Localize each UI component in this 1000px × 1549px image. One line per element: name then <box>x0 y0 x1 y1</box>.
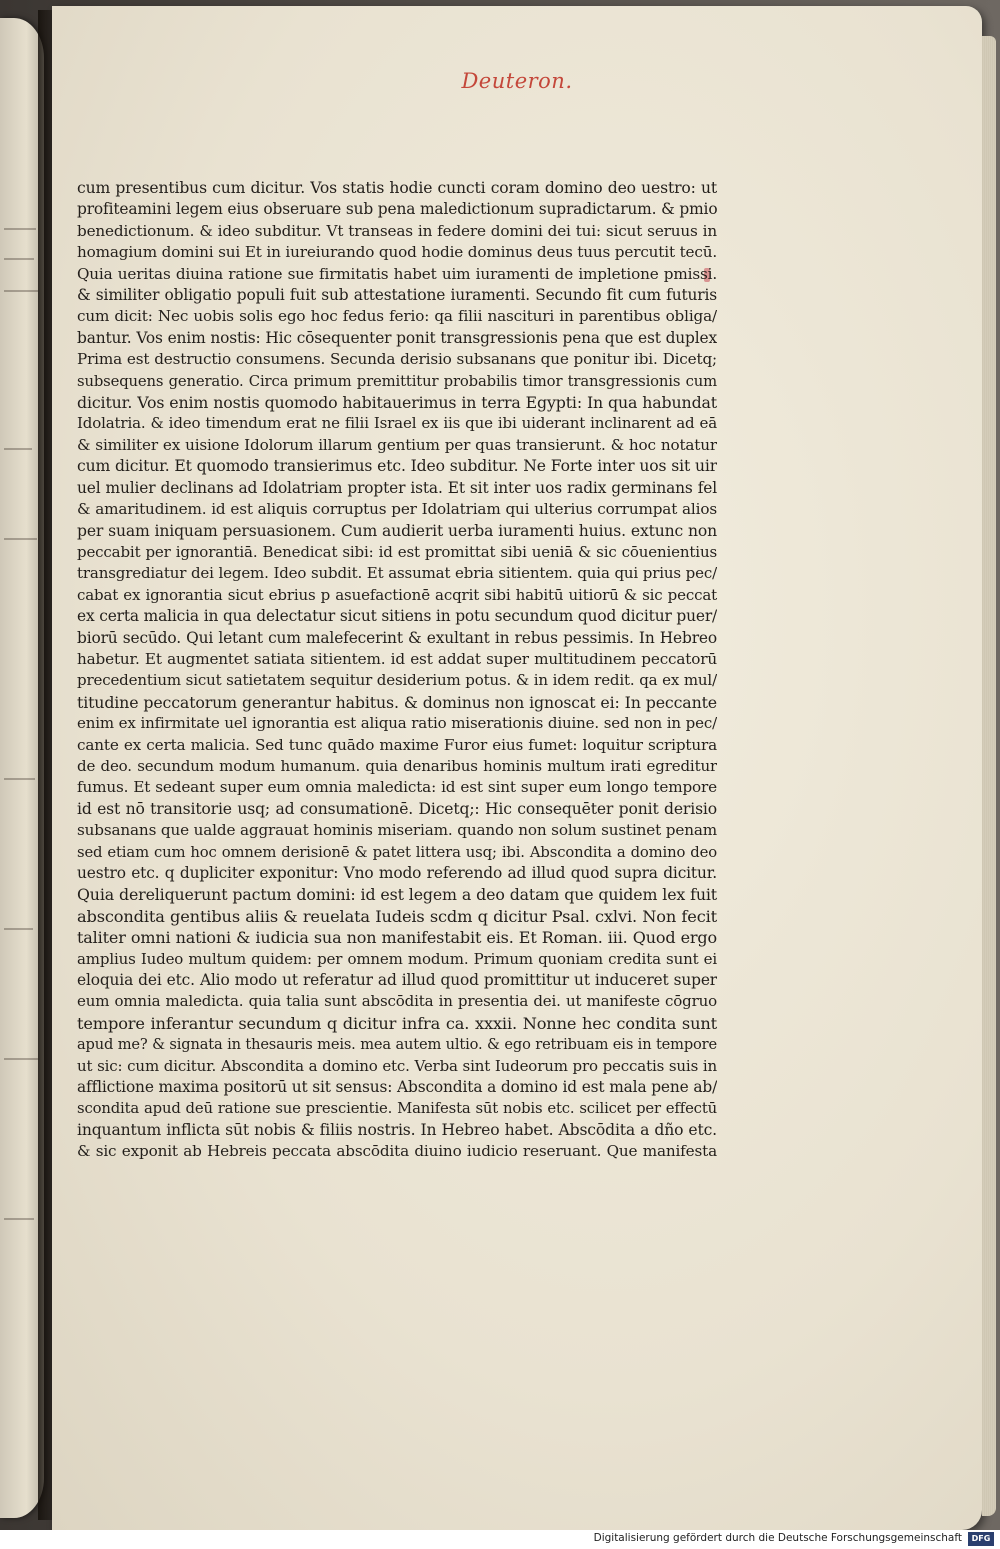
text-line: subsanans que ualde aggrauat hominis miseriam. quando non solum sustinet penam <box>77 821 717 840</box>
text-line: & similiter obligatio populi fuit sub attestatione iuramenti. Secundo fit cum futuris <box>77 286 717 305</box>
text-line: habetur. Et augmentet satiata sitientem. id est addat super multitudinem peccatorū <box>77 649 717 668</box>
text-line: Idolatria. & ideo timendum erat ne filii Israel ex iis que ibi uiderant inclinarent ad eā <box>77 414 717 433</box>
text-line: id est nō transitorie usq; ad consumationē. Dicetq;: Hic consequēter ponit derisio <box>77 799 717 818</box>
text-line: ex certa malicia in qua delectatur sicut sitiens in potu secundum quod dicitur puer/ <box>77 607 717 626</box>
text-line: apud me? & signata in thesauris meis. mea autem ultio. & ego retribuam eis in tempore <box>77 1036 717 1054</box>
text-line: & sic exponit ab Hebreis peccata abscōdita diuino iudicio reseruant. Que manifesta <box>77 1142 717 1161</box>
text-line: benedictionum. & ideo subditur. Vt transeas in federe domini dei tui: sicut seruus in <box>77 221 717 240</box>
text-line: de deo. secundum modum humanum. quia denaribus hominis multum irati egreditur <box>77 756 717 775</box>
page-block-edge <box>982 36 996 1516</box>
text-line: profiteamini legem eius obseruare sub pena maledictionum supradictarum. & pmio <box>77 200 717 219</box>
text-line: per suam iniquam persuasionem. Cum audierit uerba iuramenti huius. extunc non <box>77 521 717 540</box>
text-column <box>77 178 717 1163</box>
text-line: enim ex infirmitate uel ignorantia est aliqua ratio miserationis diuine. sed non in pec/ <box>77 714 717 733</box>
text-line: & similiter ex uisione Idolorum illarum gentium per quas transierunt. & hoc notatur <box>77 435 717 454</box>
text-line: cabat ex ignorantia sicut ebrius p asuefactionē acqrit sibi habitū uitiorū & sic peccat <box>77 585 717 604</box>
text-line: uel mulier declinans ad Idolatriam propter ista. Et sit inter uos radix germinans fel <box>77 478 717 497</box>
text-line: ut sic: cum dicitur. Abscondita a domino etc. Verba sint Iudeorum pro peccatis suis in <box>77 1056 717 1075</box>
running-head: Deuteron. <box>461 69 573 93</box>
text-line: taliter omni nationi & iudicia sua non manifestabit eis. Et Roman. iii. Quod ergo <box>77 928 717 948</box>
footer-bar <box>0 1530 1000 1549</box>
text-line: Quia dereliquerunt pactum domini: id est legem a deo datam que quidem lex fuit <box>77 885 717 905</box>
text-line: peccabit per ignorantiā. Benedicat sibi: id est promittat sibi ueniā & sic cōuenientius <box>77 542 717 561</box>
text-line: scondita apud deū ratione sue prescientie. Manifesta sūt nobis etc. scilicet per effectū <box>77 1100 717 1118</box>
text-line: Quia ueritas diuina ratione sue firmitatis habet uim iuramenti de impletione pmissi. <box>77 264 717 283</box>
text-line: tempore inferantur secundum q dicitur infra ca. xxxii. Nonne hec condita sunt <box>77 1013 717 1033</box>
text-line: abscondita gentibus aliis & reuelata Iudeis scdm q dicitur Psal. cxlvi. Non fecit <box>77 906 717 926</box>
text-line: titudine peccatorum generantur habitus. & dominus non ignoscat ei: In peccante <box>77 692 717 712</box>
text-line: amplius Iudeo multum quidem: per omnem modum. Primum quoniam credita sunt ei <box>77 949 717 968</box>
text-line: eloquia dei etc. Alio modo ut referatur ad illud quod promittitur ut induceret super <box>77 971 717 990</box>
text-line: cum dicitur. Et quomodo transierimus etc. Ideo subditur. Ne Forte inter uos sit uir <box>77 457 717 476</box>
text-line: Prima est destructio consumens. Secunda derisio subsanans que ponitur ibi. Dicetq; <box>77 350 717 369</box>
text-line: transgrediatur dei legem. Ideo subdit. Et assumat ebria sitientem. quia qui prius pec/ <box>77 564 717 583</box>
text-line: inquantum inflicta sūt nobis & filiis nostris. In Hebreo habet. Abscōdita a dño etc. <box>77 1120 717 1139</box>
text-line: sed etiam cum hoc omnem derisionē & patet littera usq; ibi. Abscondita a domino deo <box>77 843 717 861</box>
text-line: & amaritudinem. id est aliquis corruptus per Idolatriam qui ulterius corrumpat alios <box>77 500 717 519</box>
text-line: bantur. Vos enim nostis: Hic cōsequenter ponit transgressionis pena que est duplex <box>77 328 717 347</box>
text-line: precedentium sicut satietatem sequitur desiderium potus. & in idem redit. qa ex mul/ <box>77 671 717 690</box>
dfg-logo: DFG <box>968 1532 994 1546</box>
text-line: cum presentibus cum dicitur. Vos statis hodie cuncti coram domino deo uestro: ut <box>77 179 717 197</box>
text-line: eum omnia maledicta. quia talia sunt abscōdita in presentia dei. ut manifeste cōgruo <box>77 992 717 1011</box>
text-line: subsequens generatio. Circa primum premittitur probabilis timor transgressionis cum <box>77 372 717 390</box>
funding-credit: Digitalisierung gefördert durch die Deutsche Forschungsgemeinschaft <box>593 1532 962 1544</box>
text-line: dicitur. Vos enim nostis quomodo habitauerimus in terra Egypti: In qua habundat <box>77 393 717 413</box>
text-line: uestro etc. q dupliciter exponitur: Vno modo referendo ad illud quod supra dicitur. <box>77 864 717 882</box>
text-line: homagium domini sui Et in iureiurando quod hodie dominus deus tuus percutit tecū. <box>77 243 717 262</box>
text-line: biorū secūdo. Qui letant cum malefecerint & exultant in rebus pessimis. In Hebreo <box>77 628 717 647</box>
text-line: cante ex certa malicia. Sed tunc quādo maxime Furor eius fumet: loquitur scriptura <box>77 735 717 754</box>
text-line: fumus. Et sedeant super eum omnia maledicta: id est sint super eum longo tempore <box>77 778 717 797</box>
book-page <box>52 6 982 1530</box>
text-line: afflictione maxima positorū ut sit sensus: Abscondita a domino id est mala pene ab/ <box>77 1078 717 1097</box>
text-line: cum dicit: Nec uobis solis ego hoc fedus ferio: qa filii nascituri in parentibus obliga/ <box>77 307 717 326</box>
